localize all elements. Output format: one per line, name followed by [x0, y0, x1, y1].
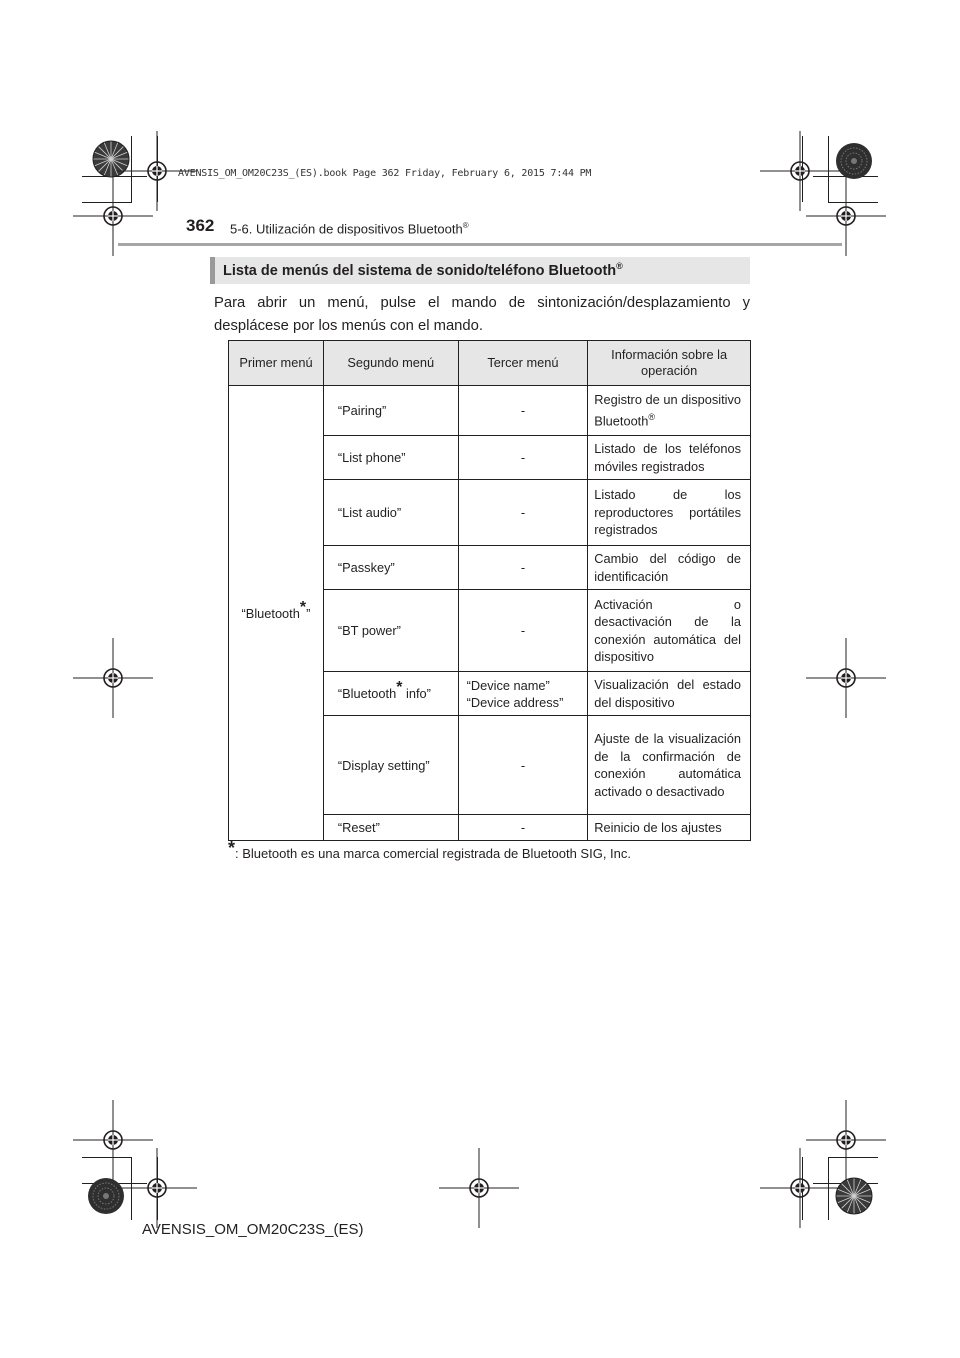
table-header-row: [229, 341, 751, 386]
info-cell: [588, 386, 751, 436]
info-cell: Cambio del código de identificación: [588, 546, 751, 590]
second-menu-cell: “List phone”: [323, 436, 458, 480]
footnote: [228, 838, 632, 861]
info-text: Registro de un dispositivo Bluetooth: [594, 392, 741, 429]
third-menu-cell: -: [458, 480, 588, 546]
crosshair-mark: [806, 638, 886, 718]
third-menu-cell: [458, 672, 588, 716]
section-heading: [223, 261, 623, 279]
info-cell: Listado de los reproductores portátiles registrados: [588, 480, 751, 546]
col-header-third-menu: Tercer menú: [458, 341, 588, 386]
page-number: 362: [186, 216, 215, 235]
table-row: [229, 386, 751, 436]
crosshair-mark: [439, 1148, 519, 1228]
second-menu-cell: “Pairing”: [323, 386, 458, 436]
second-menu-cell: “Reset”: [323, 815, 458, 841]
footnote-text: : Bluetooth es una marca comercial registrada de Bluetooth SIG, Inc.: [235, 846, 632, 861]
crosshair-mark: [117, 1148, 197, 1228]
second-menu-label-tail: info”: [402, 686, 431, 701]
second-menu-cell: “Display setting”: [323, 716, 458, 815]
first-menu-cell: [229, 386, 324, 841]
info-cell: Activación o desactivación de la conexión automática del dispositivo: [588, 590, 751, 672]
second-menu-cell: “List audio”: [323, 480, 458, 546]
crosshair-mark: [760, 131, 840, 211]
info-cell: Visualización del estado del dispositivo: [588, 672, 751, 716]
second-menu-cell: “Passkey”: [323, 546, 458, 590]
third-menu-cell: -: [458, 546, 588, 590]
section-heading-text: Lista de menús del sistema de sonido/teléfono Bluetooth: [223, 262, 617, 279]
second-menu-cell: “BT power”: [323, 590, 458, 672]
col-header-second-menu: Segundo menú: [323, 341, 458, 386]
third-menu-cell: -: [458, 436, 588, 480]
crosshair-mark: [806, 1100, 886, 1180]
first-menu-label: “Bluetooth: [241, 605, 300, 621]
intro-paragraph: Para abrir un menú, pulse el mando de sintonización/desplazamiento y desplácese por los menús con el mando.: [214, 295, 750, 334]
section-title: [230, 221, 469, 236]
header-rule: [118, 243, 842, 246]
third-menu-line: “Device name”: [466, 677, 550, 693]
dot-disc-mark-top-right: [836, 143, 872, 179]
menu-table: [228, 340, 751, 841]
third-menu-cell: -: [458, 716, 588, 815]
registered-mark: ®: [648, 411, 655, 422]
info-cell: Listado de los teléfonos móviles registrados: [588, 436, 751, 480]
section-heading-accent: [210, 257, 215, 284]
registered-mark: ®: [616, 261, 623, 271]
col-header-first-menu: Primer menú: [229, 341, 324, 386]
first-menu-quote: ”: [306, 605, 311, 621]
third-menu-cell: -: [458, 590, 588, 672]
crosshair-mark: [73, 1100, 153, 1180]
crosshair-mark: [760, 1148, 840, 1228]
registered-mark: ®: [462, 221, 469, 230]
print-stamp: AVENSIS_OM_OM20C23S_(ES).book Page 362 Friday, February 6, 2015 7:44 PM: [178, 168, 592, 179]
dot-disc-mark-bottom-left: [88, 1178, 124, 1214]
crosshair-mark: [73, 638, 153, 718]
footnote-star: *: [396, 679, 403, 696]
info-cell: Ajuste de la visualización de la confirmación de conexión automática activado o desactivado: [588, 716, 751, 815]
third-menu-line: “Device address”: [466, 694, 564, 710]
sunburst-mark-bottom-right: [836, 1178, 872, 1214]
col-header-operation-info: Información sobre la operación: [588, 341, 751, 386]
third-menu-cell: -: [458, 815, 588, 841]
sunburst-mark-top-left: [93, 141, 129, 177]
second-menu-cell: [323, 672, 458, 716]
second-menu-label: “Bluetooth: [337, 686, 397, 701]
footnote-star: *: [299, 598, 307, 616]
footer-document-code: AVENSIS_OM_OM20C23S_(ES): [142, 1221, 364, 1238]
footnote-star: *: [228, 838, 236, 858]
info-cell: Reinicio de los ajustes: [588, 815, 751, 841]
third-menu-cell: -: [458, 386, 588, 436]
section-title-text: 5-6. Utilización de dispositivos Bluetooth: [230, 221, 463, 237]
